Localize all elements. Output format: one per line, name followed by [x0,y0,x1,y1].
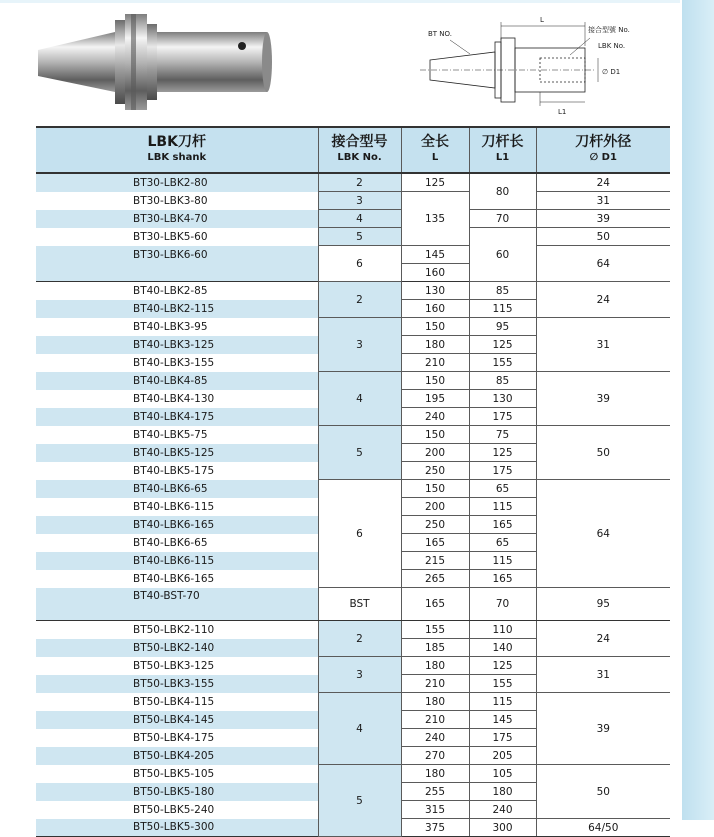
l1-cell: 115 [469,552,536,570]
length-cell: 240 [401,729,469,747]
l1-cell: 70 [469,210,536,228]
table-row-model: BT50-LBK2-110 [133,623,215,636]
l1-cell: 125 [469,444,536,462]
spec-table [36,126,670,837]
l1-cell: 240 [469,801,536,819]
l1-cell: 70 [469,588,536,621]
table-row-model: BT50-LBK3-125 [133,659,215,672]
length-cell: 150 [401,318,469,336]
l1-cell: 175 [469,462,536,480]
table-row-model: BT40-LBK5-75 [133,428,208,441]
length-cell: 210 [401,354,469,372]
lbk-no-cell: 4 [318,210,401,228]
drawing-label-bt-no: BT NO. [428,30,452,38]
table-row-model: BT40-LBK2-115 [36,300,318,318]
length-cell: 180 [401,693,469,711]
table-row-model: BT50-LBK2-140 [36,639,318,657]
l1-cell: 165 [469,570,536,588]
length-cell: 210 [401,675,469,693]
lbk-no-cell: 4 [318,372,401,426]
length-cell: 125 [401,173,469,192]
table-row-model: BT40-LBK5-125 [36,444,318,462]
length-cell: 160 [401,264,469,282]
table-row-model [36,264,318,282]
l1-cell: 115 [469,300,536,318]
lbk-no-cell: 5 [318,765,401,837]
l1-cell: 145 [469,711,536,729]
lbk-no-cell: 6 [318,246,401,282]
l1-cell: 85 [469,282,536,300]
l1-cell: 65 [469,480,536,498]
table-row-model: BT50-LBK4-205 [36,747,318,765]
d1-cell: 64/50 [536,819,670,837]
lbk-no-cell: 2 [318,621,401,657]
lbk-no-cell: 5 [318,228,401,246]
length-cell: 145 [401,246,469,264]
header-d1-en: ∅ D1 [589,152,617,163]
header-length-cn: 全长 [421,134,449,150]
d1-cell: 31 [536,192,670,210]
l1-cell: 115 [469,498,536,516]
l1-cell: 205 [469,747,536,765]
d1-cell: 64 [536,480,670,588]
length-cell: 210 [401,711,469,729]
header-model-en: LBK shank [147,152,207,163]
l1-cell: 125 [469,336,536,354]
l1-cell: 175 [469,729,536,747]
table-row-model: BT40-LBK4-85 [36,372,318,390]
d1-cell: 50 [536,765,670,819]
lbk-no-cell: 2 [318,173,401,192]
header-model [36,127,318,173]
d1-cell: 24 [536,173,670,192]
header-lbk-no-cn: 接合型号 [331,134,388,150]
table-row-model: BT40-LBK4-175 [36,408,318,426]
table-row-model: BT40-LBK4-130 [133,392,215,405]
table-row-model: BT50-LBK5-180 [36,783,318,801]
length-cell: 150 [401,480,469,498]
table-row-model: BT50-LBK3-155 [36,675,318,693]
d1-cell: 31 [536,318,670,372]
table-row-model: BT50-LBK4-175 [133,731,215,744]
l1-cell: 130 [469,390,536,408]
header-model-cn: LBK刀杆 [147,134,206,150]
lbk-no-cell: 3 [318,318,401,372]
table-row-model: BT30-LBK5-60 [133,230,208,243]
d1-cell: 50 [536,228,670,246]
header-lbk-no-en: LBK No. [337,152,382,163]
table-row-model: BT30-LBK6-60 [36,246,318,264]
table-row-model: BT40-BST-70 [36,588,318,621]
l1-cell: 60 [469,228,536,282]
length-cell: 165 [401,588,469,621]
l1-cell: 75 [469,426,536,444]
d1-cell: 24 [536,621,670,657]
table-row-model: BT50-LBK4-115 [133,695,215,708]
table-row-model: BT30-LBK4-70 [36,210,318,228]
table-row-model: BT40-LBK2-85 [133,284,208,297]
length-cell: 160 [401,300,469,318]
length-cell: 270 [401,747,469,765]
drawing-label-d1: ∅ D1 [602,68,621,76]
header-lbk-no [318,127,401,173]
table-row-model: BT50-LBK5-300 [36,819,318,837]
length-cell: 195 [401,390,469,408]
top-band [0,0,682,3]
length-cell: 200 [401,444,469,462]
lbk-no-cell: 5 [318,426,401,480]
l1-cell: 80 [469,173,536,210]
length-cell: 180 [401,657,469,675]
l1-cell: 140 [469,639,536,657]
table-row-model: BT40-LBK6-115 [133,500,215,513]
lbk-no-cell: 3 [318,192,401,210]
table-row-model: BT40-LBK6-65 [133,536,208,549]
length-cell: 130 [401,282,469,300]
table-row-model: BT50-LBK5-240 [133,803,215,816]
table-header-row [36,127,670,173]
table-row-model: BT40-LBK5-175 [133,464,215,477]
header-length-en: L [431,152,439,163]
tool-holder-photo [30,10,280,120]
drawing-label-joint: 接合型號 No. [588,26,630,34]
length-cell: 185 [401,639,469,657]
lbk-no-cell: 4 [318,693,401,765]
length-cell: 215 [401,552,469,570]
l1-cell: 175 [469,408,536,426]
length-cell: 250 [401,516,469,534]
l1-cell: 155 [469,354,536,372]
d1-cell: 39 [536,372,670,426]
table-row-model: BT40-LBK3-155 [133,356,215,369]
l1-cell: 85 [469,372,536,390]
table-row-model: BT40-LBK3-125 [36,336,318,354]
drawing-label-lbk-no: LBK No. [598,42,626,50]
length-cell: 165 [401,534,469,552]
lbk-no-cell: 6 [318,480,401,588]
table-row-model: BT30-LBK2-80 [36,173,318,192]
d1-cell: 50 [536,426,670,480]
d1-cell: 95 [536,588,670,621]
length-cell: 250 [401,462,469,480]
d1-cell: 31 [536,657,670,693]
technical-drawing [420,10,680,120]
length-cell: 265 [401,570,469,588]
l1-cell: 65 [469,534,536,552]
length-cell: 240 [401,408,469,426]
l1-cell: 115 [469,693,536,711]
length-cell: 180 [401,336,469,354]
l1-cell: 300 [469,819,536,837]
header-l1-en: L1 [495,152,510,163]
length-cell: 180 [401,765,469,783]
table-row-model: BT40-LBK6-165 [133,572,215,585]
table-row-model: BT40-LBK6-115 [36,552,318,570]
length-cell: 150 [401,426,469,444]
d1-cell: 39 [536,210,670,228]
l1-cell: 125 [469,657,536,675]
header-l1-cn: 刀杆长 [481,134,524,150]
l1-cell: 105 [469,765,536,783]
d1-cell: 24 [536,282,670,318]
table-row-model: BT30-LBK3-80 [133,194,208,207]
length-cell: 200 [401,498,469,516]
drawing-label-l: L [540,16,544,24]
table-row-model: BT40-LBK6-165 [36,516,318,534]
drawing-label-l1: L1 [558,108,567,116]
lbk-no-cell: BST [318,588,401,621]
l1-cell: 180 [469,783,536,801]
lbk-no-cell: 3 [318,657,401,693]
length-cell: 155 [401,621,469,639]
d1-cell: 39 [536,693,670,765]
l1-cell: 165 [469,516,536,534]
page-edge-strip [680,0,714,820]
header-d1-cn: 刀杆外径 [575,134,632,150]
header-length [401,127,469,173]
table-row-model: BT40-LBK3-95 [133,320,208,333]
lbk-no-cell: 2 [318,282,401,318]
table-row-model: BT50-LBK5-105 [133,767,215,780]
l1-cell: 155 [469,675,536,693]
header-d1 [536,127,670,173]
table-row-model: BT40-LBK6-65 [36,480,318,498]
length-cell: 315 [401,801,469,819]
length-cell: 375 [401,819,469,837]
d1-cell: 64 [536,246,670,282]
length-cell: 135 [401,192,469,246]
table-row-model: BT50-LBK4-145 [36,711,318,729]
header-l1 [469,127,536,173]
length-cell: 150 [401,372,469,390]
length-cell: 255 [401,783,469,801]
l1-cell: 95 [469,318,536,336]
l1-cell: 110 [469,621,536,639]
